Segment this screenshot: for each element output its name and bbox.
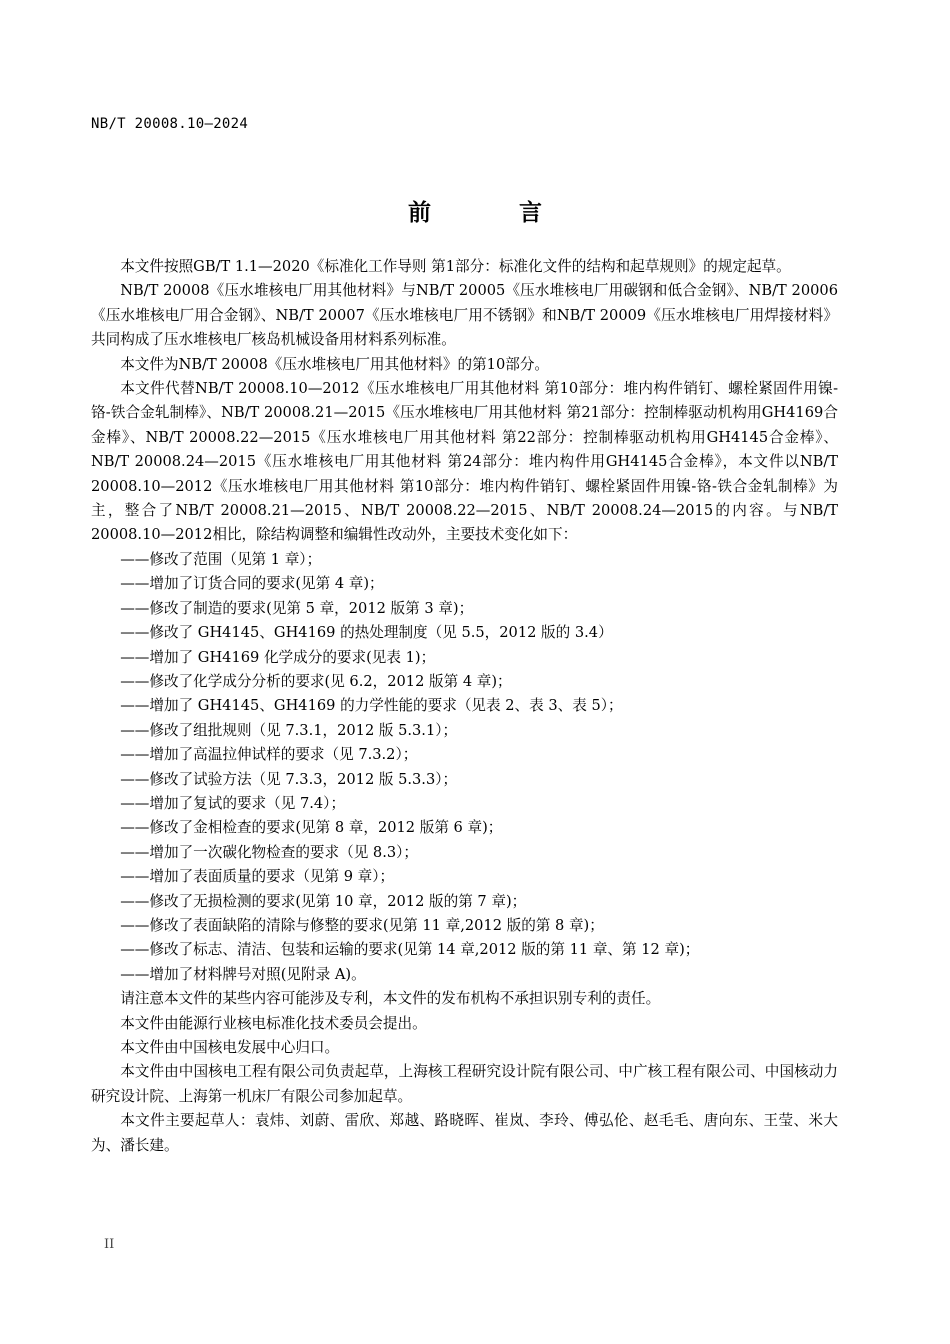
technical-changes-list [91,548,838,987]
foreword-body [91,255,838,1158]
list-item: ——修改了范围（见第 1 章）； [120,550,322,568]
list-item: ——增加了材料牌号对照(见附录 A)。 [120,965,366,983]
list-item: ——修改了 GH4145、GH4169 的热处理制度（见 5.5，2012 版的 3.4） [120,624,613,642]
list-item: ——修改了金相检查的要求(见第 8 章，2012 版第 6 章)； [120,819,503,837]
list-item: ——增加了 GH4169 化学成分的要求(见表 1)； [120,648,436,666]
paragraph-drafters: 本文件主要起草人：袁炜、刘蔚、雷欣、郑越、路晓晖、崔岚、李玲、傅弘伦、赵毛毛、唐向东、王莹、米大为、潘长建。 [91,1112,838,1154]
document-number: NB/T 20008.10—2024 [91,116,249,132]
paragraph-proposed-by: 本文件由能源行业核电标准化技术委员会提出。 [120,1014,427,1032]
list-item: ——增加了高温拉伸试样的要求（见 7.3.2）； [120,746,418,764]
list-item: ——修改了制造的要求(见第 5 章，2012 版第 3 章)； [120,599,474,617]
list-item: ——修改了化学成分分析的要求(见 6.2，2012 版第 4 章)； [120,672,512,690]
list-item: ——增加了 GH4145、GH4169 的力学性能的要求（见表 2、表 3、表 5）； [120,697,623,715]
page-number: II [104,1237,115,1252]
list-item: ——修改了无损检测的要求(见第 10 章，2012 版的第 7 章)； [120,892,527,910]
paragraph-drafting-rules: 本文件按照GB/T 1.1—2020《标准化工作导则 第1部分：标准化文件的结构和起草规则》的规定起草。 [120,258,791,275]
list-item: ——修改了表面缺陷的清除与修整的要求(见第 11 章,2012 版的第 8 章)； [120,916,604,934]
paragraph-patent-notice: 请注意本文件的某些内容可能涉及专利，本文件的发布机构不承担识别专利的责任。 [120,990,661,1008]
list-item: ——修改了标志、清洁、包装和运输的要求(见第 14 章,2012 版的第 11 章、第 12 章)； [120,941,700,959]
list-item: ——增加了复试的要求（见 7.4）； [120,794,346,812]
list-item: ——修改了试验方法（见 7.3.3，2012 版 5.3.3）； [120,770,458,788]
paragraph-drafting-organizations: 本文件由中国核电工程有限公司负责起草，上海核工程研究设计院有限公司、中广核工程有限公司、中国核动力研究设计院、上海第一机床厂有限公司参加起草。 [91,1063,838,1105]
list-item: ——增加了一次碳化物检查的要求（见 8.3）； [120,843,419,861]
paragraph-series-standards: NB/T 20008《压水堆核电厂用其他材料》与NB/T 20005《压水堆核电厂用碳钢和低合金钢》、NB/T 20006《压水堆核电厂用合金钢》、NB/T 20007《压水堆核电厂用不锈钢》和NB/T 20009《压水堆核电厂用焊接材料》共同构成了压水堆核电厂核岛机械设备用材料系列标准。 [91,282,838,349]
list-item: ——修改了组批规则（见 7.3.1，2012 版 5.3.1）； [120,721,458,739]
paragraph-part-number: 本文件为NB/T 20008《压水堆核电厂用其他材料》的第10部分。 [120,355,550,373]
paragraph-replacement: 本文件代替NB/T 20008.10—2012《压水堆核电厂用其他材料 第10部分：堆内构件销钉、螺栓紧固件用镍-铬-铁合金轧制棒》、NB/T 20008.21—2015《压水堆核电厂用其他材料 第21部分：控制棒驱动机构用GH4169合金棒》、NB/T 20008.22—2015《压水堆核电厂用其他材料 第22部分：控制棒驱动机构用GH4145合金棒》、NB/T 20008.24—2015《压水堆核电厂用其他材料 第24部分：堆内构件用GH4145合金棒》，本文件以NB/T 20008.10—2012《压水堆核电厂用其他材料 第10部分：堆内构件销钉、螺栓紧固件用镍-铬-铁合金轧制棒》为主，整合了NB/T 20008.21—2015、NB/T 20008.22—2015、NB/T 20008.24—2015的内容。与NB/T 20008.10—2012相比，除结构调整和编辑性改动外，主要技术变化如下： [91,380,838,544]
paragraph-under-jurisdiction: 本文件由中国核电发展中心归口。 [120,1039,340,1056]
list-item: ——增加了表面质量的要求（见第 9 章）； [120,868,395,886]
list-item: ——增加了订货合同的要求(见第 4 章)； [120,575,384,593]
page-title: 前 言 [407,200,582,226]
